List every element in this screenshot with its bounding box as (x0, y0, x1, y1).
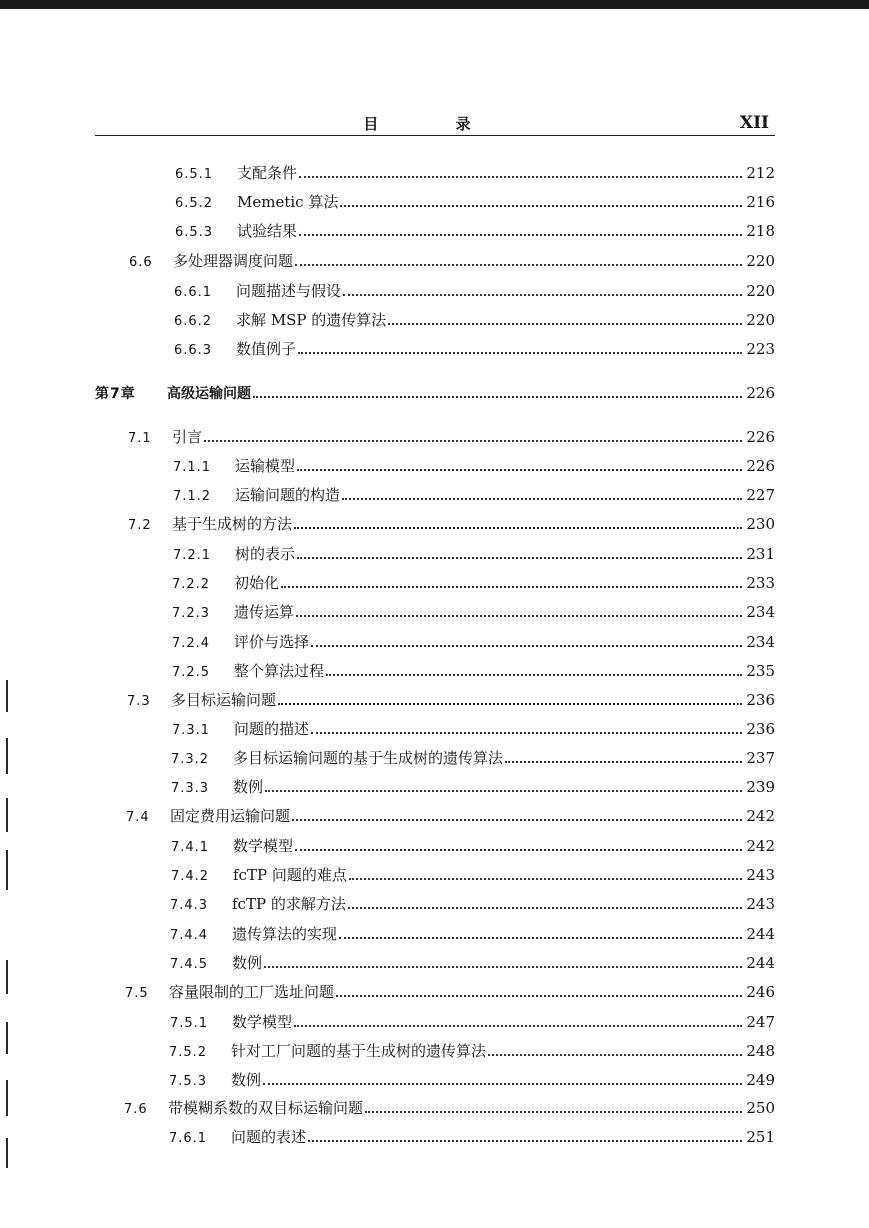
header-page-number: XII (739, 113, 769, 133)
toc-leader-dots (278, 702, 742, 705)
toc-entry-title: 多目标运输问题的基于生成树的遗传算法 (233, 749, 504, 767)
toc-entry-number: 6.5.1 (175, 167, 214, 182)
toc-entry-page: 244 (746, 925, 775, 943)
toc-entry-title: 引言 (172, 428, 203, 446)
toc-entry-title: 树的表示 (235, 545, 296, 563)
toc-entry-number: 第7章 (95, 386, 136, 402)
toc-section-entry (128, 426, 775, 448)
toc-entry-page: 216 (746, 193, 775, 211)
toc-entry-page: 247 (746, 1013, 775, 1031)
toc-entry-title: 支配条件 (237, 164, 298, 182)
toc-entry-page: 236 (746, 720, 775, 738)
toc-subsection-entry (172, 718, 775, 740)
toc-entry-title: 初始化 (234, 574, 280, 592)
toc-chapter-entry (95, 382, 775, 404)
toc-entry-page: 242 (746, 807, 775, 825)
toc-entry-number: 7.2.4 (172, 636, 211, 651)
toc-entry-title: 运输模型 (235, 457, 296, 475)
toc-subsection-entry (169, 1069, 775, 1091)
toc-leader-dots (299, 175, 742, 178)
toc-entry-title: Memetic 算法 (237, 193, 339, 211)
toc-entry-title: 数例 (231, 1071, 262, 1089)
toc-leader-dots (365, 1110, 742, 1113)
toc-subsection-entry (173, 455, 775, 477)
toc-section-entry (125, 981, 775, 1003)
toc-entry-page: 220 (746, 252, 775, 270)
toc-section-entry (127, 689, 775, 711)
toc-entry-title: 数学模型 (233, 837, 294, 855)
toc-leader-dots (294, 1024, 742, 1027)
toc-subsection-entry (171, 776, 775, 798)
toc-entry-title: fcTP 的求解方法 (232, 895, 346, 913)
toc-entry-page: 234 (746, 633, 775, 651)
toc-entry-title: 问题的描述 (234, 720, 310, 738)
toc-subsection-entry (175, 191, 775, 213)
toc-entry-number: 7.3.2 (171, 752, 210, 767)
toc-entry-number: 7.3.1 (172, 723, 211, 738)
toc-entry-title: 数例 (232, 954, 263, 972)
toc-entry-page: 230 (746, 515, 775, 533)
toc-leader-dots (281, 585, 742, 588)
toc-entry-number: 7.4 (126, 810, 150, 825)
toc-leader-dots (299, 233, 742, 236)
toc-entry-number: 6.5.2 (175, 196, 214, 211)
toc-entry-title: 容量限制的工厂选址问题 (169, 983, 335, 1001)
toc-subsection-entry (169, 1126, 775, 1148)
toc-entry-number: 7.1.1 (173, 460, 212, 475)
toc-leader-dots (349, 877, 742, 880)
toc-leader-dots (296, 614, 742, 617)
toc-entry-number: 6.6 (129, 255, 153, 270)
toc-section-entry (129, 250, 775, 272)
toc-entry-title: 问题描述与假设 (236, 282, 342, 300)
toc-subsection-entry (171, 835, 775, 857)
toc-entry-title: fcTP 问题的难点 (233, 866, 347, 884)
toc-entry-page: 218 (746, 222, 775, 240)
toc-subsection-entry (172, 660, 775, 682)
toc-entry-title: 评价与选择 (234, 633, 310, 651)
toc-entry-title: 遗传算法的实现 (232, 925, 338, 943)
toc-subsection-entry (170, 952, 775, 974)
toc-entry-page: 237 (746, 749, 775, 767)
toc-entry-number: 7.2.2 (172, 577, 211, 592)
toc-entry-number: 7.4.1 (171, 840, 210, 855)
toc-entry-number: 7.3.3 (171, 781, 210, 796)
toc-entry-title: 遗传运算 (234, 603, 295, 621)
toc-entry-title: 求解 MSP 的遗传算法 (236, 311, 387, 329)
toc-entry-title: 运输问题的构造 (235, 486, 341, 504)
toc-leader-dots (264, 965, 742, 968)
toc-leader-dots (204, 439, 742, 442)
toc-leader-dots (297, 556, 742, 559)
toc-entry-number: 7.2 (128, 518, 152, 533)
toc-entry-number: 7.4.5 (170, 957, 209, 972)
toc-leader-dots (505, 760, 742, 763)
toc-leader-dots (311, 644, 742, 647)
toc-leader-dots (253, 395, 742, 398)
toc-entry-title: 多目标运输问题 (171, 691, 277, 709)
toc-entry-page: 242 (746, 837, 775, 855)
toc-entry-page: 248 (746, 1042, 775, 1060)
toc-section-entry (128, 513, 775, 535)
toc-entry-number: 7.6.1 (169, 1131, 208, 1146)
toc-entry-page: 243 (746, 895, 775, 913)
toc-leader-dots (339, 936, 742, 939)
toc-entry-page: 250 (746, 1099, 775, 1117)
toc-entry-number: 7.4.2 (171, 869, 210, 884)
toc-leader-dots (348, 906, 742, 909)
toc-entry-page: 227 (746, 486, 775, 504)
toc-entry-page: 243 (746, 866, 775, 884)
toc-entry-title: 问题的表述 (231, 1128, 307, 1146)
toc-entry-title: 多处理器调度问题 (173, 252, 294, 270)
toc-entry-page: 234 (746, 603, 775, 621)
toc-subsection-entry (173, 484, 775, 506)
toc-entry-page: 226 (746, 457, 775, 475)
toc-entry-page: 239 (746, 778, 775, 796)
toc-entry-title: 数值例子 (236, 340, 297, 358)
toc-leader-dots (298, 351, 742, 354)
toc-leader-dots (308, 1139, 742, 1142)
toc-subsection-entry (171, 864, 775, 886)
toc-subsection-entry (175, 220, 775, 242)
toc-leader-dots (297, 468, 742, 471)
toc-entry-title: 基于生成树的方法 (172, 515, 293, 533)
toc-entry-page: 249 (746, 1071, 775, 1089)
toc-entry-number: 6.6.2 (174, 314, 213, 329)
toc-subsection-entry (174, 280, 775, 302)
toc-entry-page: 251 (746, 1128, 775, 1146)
toc-subsection-entry (170, 923, 775, 945)
toc-subsection-entry (174, 338, 775, 360)
toc-entry-title: 针对工厂问题的基于生成树的遗传算法 (231, 1042, 487, 1060)
toc-entry-page: 223 (746, 340, 775, 358)
toc-subsection-entry (172, 631, 775, 653)
toc-entry-number: 7.1 (128, 431, 152, 446)
toc-entry-number: 7.4.3 (170, 898, 209, 913)
toc-entry-page: 233 (746, 574, 775, 592)
toc-leader-dots (265, 789, 742, 792)
toc-leader-dots (326, 673, 742, 676)
toc-leader-dots (295, 263, 742, 266)
toc-entry-page: 236 (746, 691, 775, 709)
toc-entry-number: 7.5.3 (169, 1074, 208, 1089)
toc-entry-number: 7.5.2 (169, 1045, 208, 1060)
toc-subsection-entry (173, 543, 775, 565)
toc-entry-number: 7.6 (124, 1102, 148, 1117)
toc-entry-page: 231 (746, 545, 775, 563)
toc-leader-dots (292, 818, 742, 821)
toc-leader-dots (343, 293, 742, 296)
toc-leader-dots (340, 204, 742, 207)
toc-entry-title: 数例 (233, 778, 264, 796)
toc-subsection-entry (175, 162, 775, 184)
toc-entry-page: 244 (746, 954, 775, 972)
toc-entry-number: 7.4.4 (170, 928, 209, 943)
toc-entry-number: 7.2.1 (173, 548, 212, 563)
toc-entry-page: 246 (746, 983, 775, 1001)
toc-section-entry (124, 1097, 775, 1119)
toc-subsection-entry (170, 893, 775, 915)
toc-entry-title: 高级运输问题 (167, 386, 251, 402)
toc-leader-dots (311, 731, 742, 734)
toc-subsection-entry (171, 747, 775, 769)
toc-entry-title: 数学模型 (232, 1013, 293, 1031)
toc-entry-title: 固定费用运输问题 (170, 807, 291, 825)
toc-entry-number: 7.2.3 (172, 606, 211, 621)
toc-entry-title: 试验结果 (237, 222, 298, 240)
toc-entry-page: 226 (746, 428, 775, 446)
toc-entry-number: 7.3 (127, 694, 151, 709)
toc-entry-number: 6.5.3 (175, 225, 214, 240)
toc-entry-page: 235 (746, 662, 775, 680)
toc-entry-number: 7.5 (125, 986, 149, 1001)
toc-leader-dots (336, 994, 742, 997)
toc-entry-title: 整个算法过程 (234, 662, 325, 680)
toc-leader-dots (294, 526, 742, 529)
toc-leader-dots (295, 848, 742, 851)
toc-section-entry (126, 805, 775, 827)
toc-leader-dots (342, 497, 742, 500)
toc-subsection-entry (174, 309, 775, 331)
toc-entry-number: 7.5.1 (170, 1016, 209, 1031)
toc-subsection-entry (169, 1040, 775, 1062)
toc-subsection-entry (170, 1011, 775, 1033)
toc-entry-page: 212 (746, 164, 775, 182)
toc-entry-number: 6.6.3 (174, 343, 213, 358)
toc-entry-number: 6.6.1 (174, 285, 213, 300)
toc-entry-title: 带模糊系数的双目标运输问题 (168, 1099, 364, 1117)
toc-subsection-entry (172, 572, 775, 594)
toc-entry-number: 7.1.2 (173, 489, 212, 504)
header-title: 目 录 (363, 115, 507, 133)
toc-entry-page: 220 (746, 311, 775, 329)
toc-leader-dots (488, 1053, 742, 1056)
toc-entry-page: 226 (746, 384, 775, 402)
toc-entry-number: 7.2.5 (172, 665, 211, 680)
toc-subsection-entry (172, 601, 775, 623)
toc-leader-dots (263, 1082, 742, 1085)
toc-entry-page: 220 (746, 282, 775, 300)
toc-leader-dots (388, 322, 742, 325)
